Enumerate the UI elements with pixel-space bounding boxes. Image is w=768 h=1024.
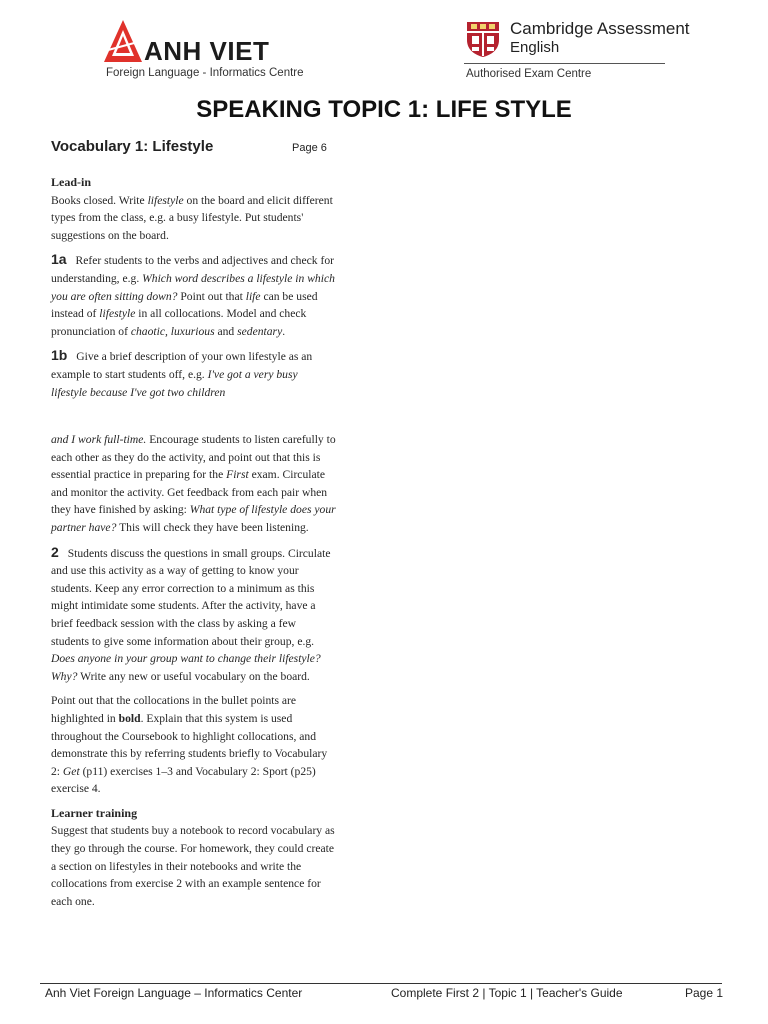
cambridge-logo xyxy=(462,18,690,84)
exercise-number: 1a xyxy=(51,251,67,268)
bullet-note-paragraph: Point out that the collocations in the bullet points are highlighted in bold. Explain that this system is used throughout the Coursebook to highlight collocations, and demonstrate this by referring students briefly to Vocabulary 2: Get (p11) exercises 1–3 and Vocabulary 2: Sport (p25) exercise 4. xyxy=(51,694,328,796)
footer-page-number: Page 1 xyxy=(685,986,724,1000)
page-title: SPEAKING TOPIC 1: LIFE STYLE xyxy=(196,96,572,123)
partner-name-line2: English xyxy=(510,39,560,56)
partner-status: Authorised Exam Centre xyxy=(466,68,592,80)
footer-divider xyxy=(40,983,722,984)
exercise-number: 2 xyxy=(51,543,59,560)
leadin-heading: Lead-in xyxy=(51,175,92,189)
exercise-1b-continued: and I work full-time. Encourage students to listen carefully to each other as they do the activity, and point out that this is essential practice in preparing for the First exam. Circulate and monitor the activity. Get feedback from each pair when they have finished by asking: What type of lifestyle does your partner have? This will check they have been listening. xyxy=(51,433,336,534)
brand-name: ANH VIET xyxy=(144,36,270,66)
cambridge-crest-icon xyxy=(464,20,502,58)
exercise-2: 2 Students discuss the questions in small groups. Circulate and use this activity as a way of getting to know your students. Keep any error correction to a minimum as this might intimidate some students. After the activity, have a brief feedback session with the class by asking a few students to give some information about their group, e.g. Does anyone in your group want to change their lifestyle? Why? Write any new or useful vocabulary on the board. xyxy=(51,543,331,683)
brand-subtitle: Foreign Language - Informatics Centre xyxy=(106,67,304,79)
section-heading: Vocabulary 1: Lifestyle xyxy=(51,138,214,155)
body-column-top xyxy=(51,174,336,408)
exercise-number: 1b xyxy=(51,347,68,364)
partner-name: Cambridge Assessment xyxy=(510,19,690,38)
leadin-paragraph: Lead-in Books closed. Write lifestyle on the board and elicit different types from the class, e.g. a busy lifestyle. Put students' suggestions on the board. xyxy=(51,174,336,244)
learner-training-heading: Learner training xyxy=(51,805,138,820)
body-column-bottom xyxy=(51,431,336,917)
exercise-1a: 1a Refer students to the verbs and adjectives and check for understanding, e.g. Which word describes a lifestyle in which you are often sitting down? Point out that life can be used instead of lifestyle in all collocations. Model and check pronunciation of chaotic, luxurious and sedentary. xyxy=(51,251,335,338)
header-divider xyxy=(464,63,665,64)
learner-training-paragraph: Learner training Suggest that students buy a notebook to record vocabulary as they go through the course. For homework, they could create a section on lifestyles in their notebooks and write the collocations from exercise 2 with an example sentence for each one. xyxy=(51,805,335,908)
footer-left: Anh Viet Foreign Language – Informatics Center xyxy=(45,986,303,1000)
footer-center: Complete First 2 | Topic 1 | Teacher's Guide xyxy=(391,986,623,1000)
triangle-logo-icon xyxy=(104,20,142,64)
exercise-1b: 1b Give a brief description of your own lifestyle as an example to start students off, e.g. I've got a very busy lifestyle because I've got two children xyxy=(51,347,313,399)
page-reference: Page 6 xyxy=(292,142,327,154)
anh-viet-logo xyxy=(104,20,304,82)
